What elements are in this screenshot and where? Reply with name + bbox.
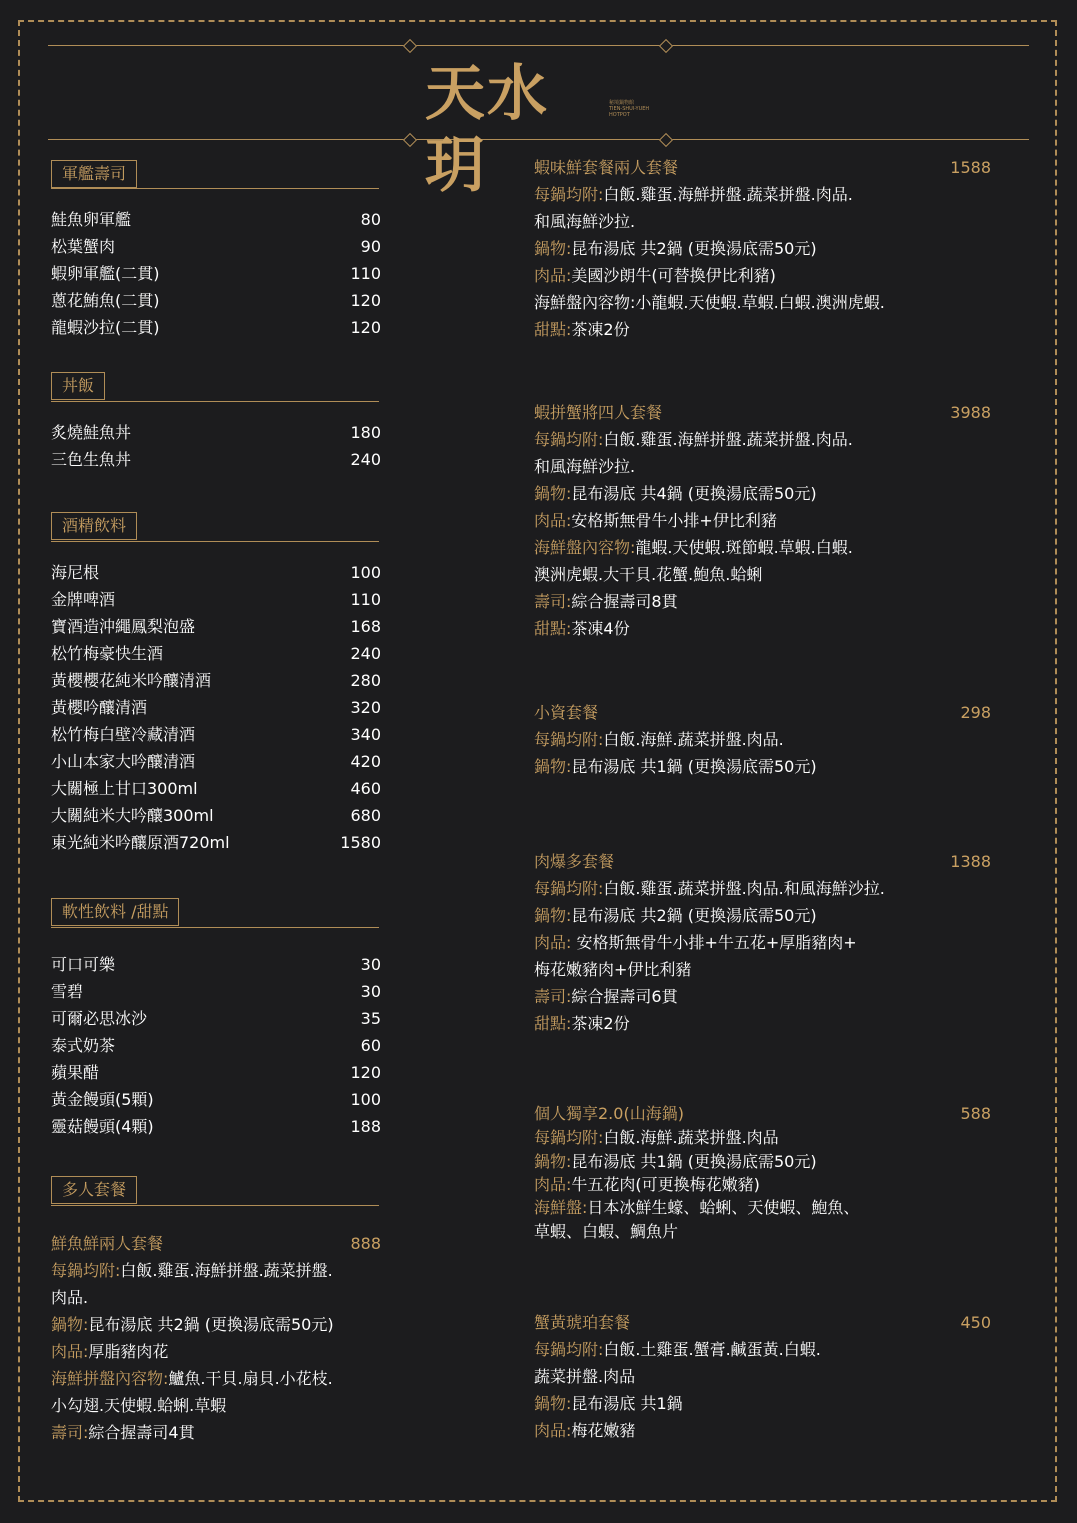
menu-item [51, 829, 381, 856]
set-detail-line [534, 561, 762, 588]
logo-sub-line: TIEN-SHUI-YUEH [609, 106, 650, 112]
set-price: 588 [960, 1104, 991, 1123]
set-detail-line [534, 316, 630, 343]
menu-item [51, 586, 381, 613]
menu-item [51, 260, 381, 287]
detail-text: 澳洲虎蝦.大干貝.花蟹.鮑魚.蛤蜊 [534, 565, 763, 584]
set-detail-line [534, 929, 857, 956]
item-price: 180 [350, 423, 381, 442]
restaurant-logo: 天水玥 [425, 59, 549, 201]
detail-text: 肉品. [51, 1288, 89, 1307]
detail-text: 昆布湯底 共2鍋 (更換湯底需50元) [571, 906, 817, 925]
detail-label: 海鮮拼盤內容物: [51, 1369, 169, 1388]
set-detail-line [534, 1196, 859, 1220]
section-rule [51, 1205, 379, 1206]
detail-text: 美國沙朗牛(可替換伊比利豬) [571, 266, 776, 285]
menu-item [51, 233, 381, 260]
detail-label: 肉品: [534, 933, 572, 952]
detail-text: 鱸魚.干貝.扇貝.小花枝. [168, 1369, 333, 1388]
set-detail-line [534, 507, 777, 534]
detail-label: 每鍋均附: [534, 1128, 604, 1147]
item-price: 680 [350, 806, 381, 825]
section-title-group-sets: 多人套餐 [51, 1176, 137, 1204]
detail-label: 鍋物: [534, 757, 572, 776]
detail-text: 日本冰鮮生蠔、蛤蜊、天使蝦、鮑魚、 [587, 1198, 860, 1217]
set-name: 蟹黃琥珀套餐 [534, 1313, 631, 1332]
item-name: 雪碧 [51, 982, 84, 1001]
set-detail-line [534, 1417, 635, 1444]
set-detail-line [534, 753, 817, 780]
item-name: 黃櫻櫻花純米吟釀清酒 [51, 671, 212, 690]
set-detail-line [534, 1010, 630, 1037]
detail-text: 茶凍2份 [571, 1014, 630, 1033]
detail-label: 甜點: [534, 320, 572, 339]
detail-text: 白飯.土雞蛋.蟹膏.鹹蛋黃.白蝦. [603, 1340, 821, 1359]
item-price: 35 [360, 1009, 381, 1028]
detail-label: 壽司: [534, 987, 572, 1006]
menu-item [51, 1059, 381, 1086]
detail-label: 每鍋均附: [51, 1261, 121, 1280]
set-detail-line [534, 235, 817, 262]
set-detail-line [534, 956, 691, 983]
item-name: 蘋果醋 [51, 1063, 100, 1082]
set-detail-line [51, 1311, 334, 1338]
set-detail-line [534, 181, 853, 208]
set-detail-line [534, 902, 817, 929]
menu-item [51, 667, 381, 694]
detail-label: 鍋物: [51, 1315, 89, 1334]
menu-item [51, 1032, 381, 1059]
set-detail-line [534, 1220, 678, 1244]
section-title-alcohol: 酒精飲料 [51, 512, 137, 540]
item-price: 120 [350, 1063, 381, 1082]
set-name: 肉爆多套餐 [534, 852, 615, 871]
section-title-soft-drinks: 軟性飲料 /甜點 [51, 898, 179, 926]
detail-label: 甜點: [534, 1014, 572, 1033]
detail-text: 梅花嫩豬肉+伊比利豬 [534, 960, 692, 979]
detail-text: 白飯.雞蛋.蔬菜拼盤.肉品.和風海鮮沙拉. [603, 879, 885, 898]
detail-text: 梅花嫩豬 [571, 1421, 636, 1440]
set-detail-line [51, 1419, 195, 1446]
set-detail-line [534, 289, 885, 316]
detail-text: 綜合握壽司8貫 [571, 592, 678, 611]
set-price: 1388 [950, 852, 991, 871]
item-price: 120 [350, 318, 381, 337]
item-name: 炙燒鮭魚丼 [51, 423, 132, 442]
detail-label: 壽司: [534, 592, 572, 611]
set-detail-line [534, 426, 853, 453]
detail-label: 海鮮盤內容物: [534, 538, 636, 557]
detail-label: 肉品: [534, 1421, 572, 1440]
detail-text: 茶凍4份 [571, 619, 630, 638]
menu-item [51, 694, 381, 721]
detail-label: 鍋物: [534, 484, 572, 503]
detail-text: 厚脂豬肉花 [88, 1342, 169, 1361]
detail-label: 每鍋均附: [534, 730, 604, 749]
set-detail-line [534, 262, 776, 289]
item-price: 80 [360, 210, 381, 229]
item-price: 110 [350, 264, 381, 283]
item-name: 寶酒造沖繩鳳梨泡盛 [51, 617, 196, 636]
detail-label: 每鍋均附: [534, 430, 604, 449]
set-detail-line [534, 1363, 635, 1390]
set-detail-line [534, 875, 885, 902]
set-detail-line [51, 1257, 333, 1284]
set-detail-line [534, 983, 678, 1010]
detail-text: 龍蝦.天使蝦.斑節蝦.草蝦.白蝦. [635, 538, 853, 557]
detail-label: 鍋物: [534, 906, 572, 925]
set-price: 1588 [950, 158, 991, 177]
item-price: 30 [360, 955, 381, 974]
section-rule [51, 188, 379, 189]
set-price: 450 [960, 1313, 991, 1332]
menu-item [51, 640, 381, 667]
detail-text: 昆布湯底 共1鍋 [571, 1394, 683, 1413]
item-name: 泰式奶茶 [51, 1036, 116, 1055]
set-name: 蝦拼蟹將四人套餐 [534, 403, 663, 422]
detail-label: 壽司: [51, 1423, 89, 1442]
detail-label: 甜點: [534, 619, 572, 638]
set-name: 鮮魚鮮兩人套餐 [51, 1234, 164, 1253]
item-price: 240 [350, 644, 381, 663]
detail-text: 白飯.雞蛋.海鮮拼盤.蔬菜拼盤.肉品. [603, 430, 853, 449]
menu-item [51, 419, 381, 446]
item-price: 90 [360, 237, 381, 256]
item-name: 東光純米吟釀原酒720ml [51, 833, 230, 852]
set-detail-line [51, 1284, 88, 1311]
set-title [534, 1100, 991, 1127]
detail-text: 白飯.雞蛋.海鮮拼盤.蔬菜拼盤.肉品. [603, 185, 853, 204]
set-detail-line [534, 1390, 683, 1417]
set-price: 888 [350, 1234, 381, 1253]
menu-item [51, 978, 381, 1005]
section-rule [51, 401, 379, 402]
menu-item [51, 559, 381, 586]
item-price: 280 [350, 671, 381, 690]
detail-label: 鍋物: [534, 1152, 572, 1171]
item-price: 168 [350, 617, 381, 636]
item-price: 460 [350, 779, 381, 798]
menu-item [51, 721, 381, 748]
set-name: 蝦味鮮套餐兩人套餐 [534, 158, 679, 177]
section-rule [51, 927, 379, 928]
menu-item [51, 314, 381, 341]
set-detail-line [534, 588, 678, 615]
detail-text: 小勾翅.天使蝦.蛤蜊.草蝦 [51, 1396, 227, 1415]
detail-label: 肉品: [534, 511, 572, 530]
item-name: 海尼根 [51, 563, 100, 582]
set-detail-line [51, 1338, 168, 1365]
menu-item [51, 775, 381, 802]
set-price: 3988 [950, 403, 991, 422]
item-price: 188 [350, 1117, 381, 1136]
item-name: 松竹梅白壁冷藏清酒 [51, 725, 196, 744]
detail-label: 每鍋均附: [534, 879, 604, 898]
detail-text: 蔬菜拼盤.肉品 [534, 1367, 636, 1386]
menu-item [51, 748, 381, 775]
logo-subtitle [609, 100, 649, 118]
item-price: 320 [350, 698, 381, 717]
item-name: 蔥花鮪魚(二貫) [51, 291, 160, 310]
detail-text: 牛五花肉(可更換梅花嫩豬) [571, 1175, 760, 1194]
item-name: 松竹梅豪快生酒 [51, 644, 164, 663]
set-detail-line [51, 1392, 226, 1419]
menu-item [51, 446, 381, 473]
set-detail-line [534, 1173, 760, 1197]
item-name: 黃金饅頭(5顆) [51, 1090, 154, 1109]
item-name: 靈菇饅頭(4顆) [51, 1117, 154, 1136]
detail-label: 每鍋均附: [534, 185, 604, 204]
set-title [51, 1230, 381, 1257]
detail-text: 綜合握壽司4貫 [88, 1423, 195, 1442]
item-price: 420 [350, 752, 381, 771]
detail-text: 昆布湯底 共1鍋 (更換湯底需50元) [571, 1152, 817, 1171]
item-price: 240 [350, 450, 381, 469]
detail-label: 每鍋均附: [534, 1340, 604, 1359]
detail-label: 海鮮盤: [534, 1198, 588, 1217]
detail-text: 海鮮盤內容物:小龍蝦.天使蝦.草蝦.白蝦.澳洲虎蝦. [534, 293, 885, 312]
section-title-don: 丼飯 [51, 372, 105, 400]
detail-label: 鍋物: [534, 1394, 572, 1413]
set-title [534, 848, 991, 875]
item-name: 黃櫻吟釀清酒 [51, 698, 148, 717]
set-detail-line [534, 480, 817, 507]
detail-text: 和風海鮮沙拉. [534, 457, 636, 476]
set-detail-line [534, 615, 630, 642]
detail-label: 肉品: [51, 1342, 89, 1361]
set-title [534, 154, 991, 181]
detail-text: 綜合握壽司6貫 [571, 987, 678, 1006]
item-price: 1580 [340, 833, 381, 852]
menu-item [51, 1005, 381, 1032]
item-price: 120 [350, 291, 381, 310]
menu-item [51, 206, 381, 233]
item-name: 三色生魚丼 [51, 450, 132, 469]
item-name: 鮭魚卵軍艦 [51, 210, 132, 229]
item-name: 小山本家大吟釀清酒 [51, 752, 196, 771]
item-price: 340 [350, 725, 381, 744]
detail-text: 白飯.海鮮.蔬菜拼盤.肉品 [603, 1128, 779, 1147]
detail-label: 鍋物: [534, 239, 572, 258]
detail-label: 肉品: [534, 266, 572, 285]
menu-item [51, 802, 381, 829]
menu-item [51, 287, 381, 314]
detail-text: 昆布湯底 共4鍋 (更換湯底需50元) [571, 484, 817, 503]
item-price: 30 [360, 982, 381, 1001]
set-price: 298 [960, 703, 991, 722]
item-name: 可爾必思冰沙 [51, 1009, 148, 1028]
detail-label: 肉品: [534, 1175, 572, 1194]
section-rule [51, 541, 379, 542]
detail-text: 安格斯無骨牛小排+伊比利豬 [571, 511, 777, 530]
detail-text: 和風海鮮沙拉. [534, 212, 636, 231]
menu-item [51, 1113, 381, 1140]
item-name: 龍蝦沙拉(二貫) [51, 318, 160, 337]
item-name: 蝦卵軍艦(二貫) [51, 264, 160, 283]
menu-item [51, 951, 381, 978]
detail-text: 白飯.海鮮.蔬菜拼盤.肉品. [603, 730, 784, 749]
detail-text: 昆布湯底 共2鍋 (更換湯底需50元) [88, 1315, 334, 1334]
detail-text: 白飯.雞蛋.海鮮拼盤.蔬菜拼盤. [120, 1261, 333, 1280]
set-detail-line [534, 1150, 817, 1174]
item-price: 110 [350, 590, 381, 609]
detail-text: 安格斯無骨牛小排+牛五花+厚脂豬肉+ [571, 933, 857, 952]
item-name: 大關極上甘口300ml [51, 779, 198, 798]
menu-item [51, 1086, 381, 1113]
logo-sub-line: HOTPOT [609, 112, 630, 118]
header-top-rule [48, 45, 1029, 46]
set-detail-line [534, 726, 784, 753]
item-price: 100 [350, 1090, 381, 1109]
detail-text: 茶凍2份 [571, 320, 630, 339]
set-detail-line [534, 534, 853, 561]
set-name: 個人獨享2.0(山海鍋) [534, 1104, 684, 1123]
set-detail-line [534, 208, 635, 235]
item-price: 60 [360, 1036, 381, 1055]
item-name: 可口可樂 [51, 955, 116, 974]
set-detail-line [534, 453, 635, 480]
detail-text: 昆布湯底 共1鍋 (更換湯底需50元) [571, 757, 817, 776]
section-title-sushi: 軍艦壽司 [51, 160, 137, 188]
item-name: 松葉蟹肉 [51, 237, 116, 256]
detail-text: 草蝦、白蝦、鯛魚片 [534, 1222, 679, 1241]
menu-item [51, 613, 381, 640]
set-detail-line [51, 1365, 333, 1392]
set-detail-line [534, 1336, 821, 1363]
item-name: 大關純米大吟釀300ml [51, 806, 214, 825]
set-title [534, 1309, 991, 1336]
set-name: 小資套餐 [534, 703, 599, 722]
detail-text: 昆布湯底 共2鍋 (更換湯底需50元) [571, 239, 817, 258]
set-title [534, 699, 991, 726]
item-name: 金牌啤酒 [51, 590, 116, 609]
item-price: 100 [350, 563, 381, 582]
header-bottom-rule [48, 139, 1029, 140]
set-detail-line [534, 1126, 779, 1150]
set-title [534, 399, 991, 426]
logo-sub-line: 秘境鍋物館 [609, 100, 635, 106]
